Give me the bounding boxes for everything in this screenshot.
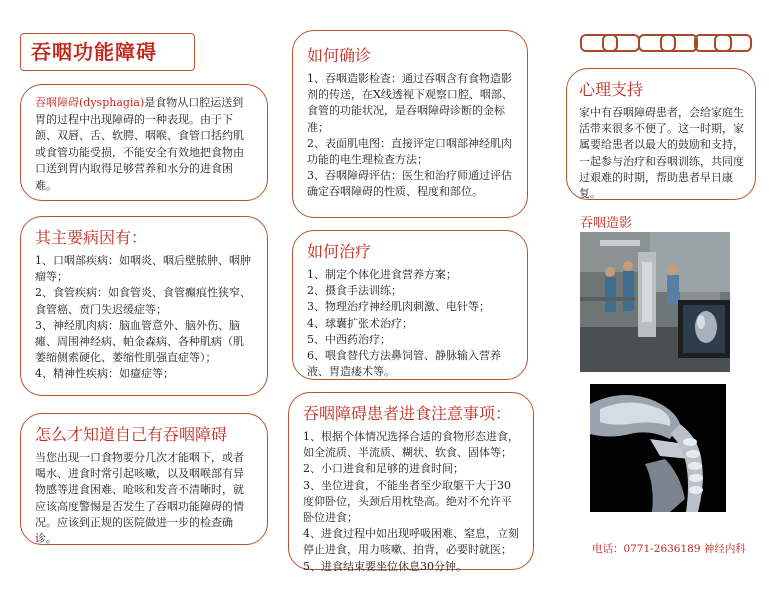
fluoroscopy-room-image [580, 232, 730, 372]
selfcheck-card [20, 413, 268, 545]
causes-list [35, 253, 253, 383]
page-title-box [20, 33, 195, 71]
list-item: 1、根据个体情况选择合适的食物形态进食，如全流质、半流质、糊状、软食、固体等； [303, 430, 519, 460]
precautions-card [288, 392, 534, 573]
intro-body: 是食物从口腔运送到胃的过程中出现障碍的一种表现。由于下颌、双唇、舌、软腭、咽喉、食管口括约肌或食管功能受损，不能安全有效地把食物由口送到胃内取得足够营养和水分的进食困难。 [35, 96, 244, 192]
contact-phone: 电话：0771-2636189 神经内科 [592, 543, 746, 555]
intro-card [20, 84, 268, 201]
list-item: 3、物理治疗神经肌肉刺激、电针等； [307, 300, 490, 314]
chain-decoration [580, 30, 752, 56]
list-item: 4、精神性疾病：如癔症等； [35, 367, 174, 381]
list-item: 6、喂食替代方法鼻饲管、静脉输入营养液、胃造瘘术等。 [307, 349, 501, 379]
treatment-heading: 如何治疗 [307, 242, 372, 261]
list-item: 3、坐位进食，不能坐者至少取躯干大于30度仰卧位，头颈后用枕垫高。绝对不允许平卧位进食； [303, 478, 512, 525]
precautions-heading: 吞咽障碍患者进食注意事项： [303, 404, 512, 423]
treatment-list [307, 267, 513, 380]
precautions-list [303, 429, 519, 575]
support-card [566, 68, 756, 200]
xray-neck-image [590, 384, 726, 512]
chain-link [714, 34, 752, 52]
list-item: 2、摄食手法训练； [307, 284, 402, 298]
selfcheck-text: 当您出现一口食物要分几次才能咽下，或者喝水、进食时常引起咳嗽，以及咽喉部有异物感等进食困难、呛咳和发音不清晰时，就应该高度警惕是否发生了吞咽功能障碍的情况。应该到正规的医院做进一步的检查确诊。 [35, 451, 244, 546]
causes-card [20, 216, 268, 396]
list-item: 3、吞咽障碍评估：医生和治疗师通过评估确定吞咽障碍的性质、程度和部位。 [307, 169, 512, 199]
list-item: 1、制定个体化进食营养方案； [307, 268, 457, 281]
list-item: 4、球囊扩张术治疗； [307, 316, 413, 330]
support-heading: 心理支持 [579, 80, 644, 99]
diagnosis-list [307, 71, 513, 201]
list-item: 1、吞咽造影检查：通过吞咽含有食物造影剂的传送，在X线透视下观察口腔、咽部、食管的功能状况，是吞咽障碍诊断的金标准； [307, 72, 513, 134]
chain-link [660, 34, 698, 52]
page-title: 吞咽功能障碍 [31, 40, 157, 64]
diagnosis-card [292, 30, 528, 218]
list-item: 2、小口进食和足够的进食时间； [303, 462, 464, 476]
intro-term: 吞咽障碍(dysphagia) [35, 96, 145, 109]
list-item: 2、食管疾病：如食管炎、食管癫痕性狭窄、食管癌、贲门失迟缓症等； [35, 286, 251, 316]
list-item: 2、表面肌电图：直接评定口咽部神经肌肉功能的电生理检查方法； [307, 136, 512, 167]
list-item: 4、进食过程中如出现呼吸困难、窒息，立刻停止进食，用力咳嗽、拍背，必要时就医； [303, 527, 519, 557]
support-text: 家中有吞咽障碍患者，会给家庭生活带来很多不便了。这一时期，家属要给患者以最大的鼓励和支持，一起参与治疗和吞咽训练，共同度过艰难的时期，帮助患者早日康复。 [579, 106, 744, 201]
xray-photo [590, 384, 726, 512]
chain-link [602, 34, 640, 52]
causes-heading: 其主要病因有： [35, 228, 148, 247]
list-item: 5、进食结束要坐位休息30分钟。 [303, 559, 467, 573]
selfcheck-heading: 怎么才知道自己有吞咽障碍 [35, 425, 228, 444]
fluoroscopy-photo [580, 232, 730, 372]
list-item: 3、神经肌肉病：脑血管意外、脑外伤、脑瘫、周围神经病、帕金森病、各种肌病（肌萎缩侧索硬化、萎缩性肌强直症等）； [35, 318, 244, 365]
diagnosis-heading: 如何确诊 [307, 46, 372, 65]
intro-text [35, 95, 253, 194]
imaging-caption: 吞咽造影 [580, 216, 633, 231]
list-item: 5、中西药治疗； [307, 332, 391, 346]
treatment-card [292, 230, 528, 380]
list-item: 1、口咽部疾病：如咽炎、咽后壁脓肿、咽肿瘤等； [35, 254, 251, 284]
